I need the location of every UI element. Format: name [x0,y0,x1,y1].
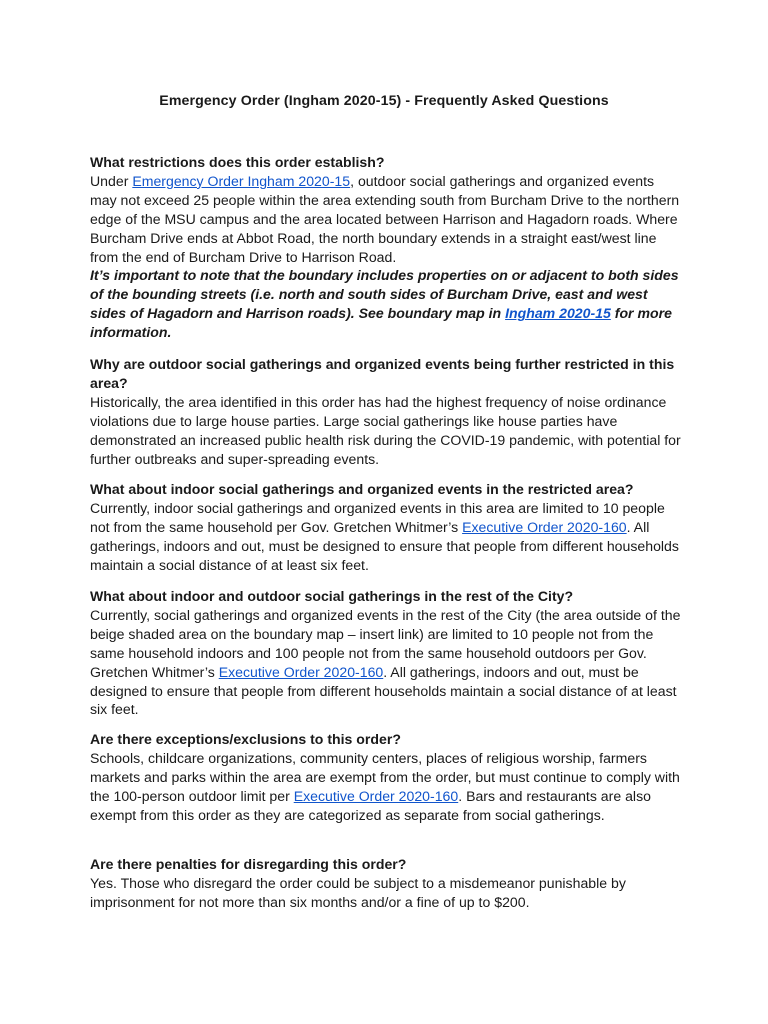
answer-text: Currently, indoor social gatherings and organized events in this area are limited to 10 people not from the same household per Gov. Gretchen Whitmer’s [90,499,665,535]
faq-answer [90,749,682,825]
answer-text: . All gatherings, indoors and out, must be designed to ensure that people from different households maintain a social distance of at least six feet. [90,518,679,573]
answer-text: . Bars and restaurants are also exempt from this order as they are categorized as separate from social gatherings. [90,787,651,823]
faq-answer [90,606,682,719]
faq-section-restrictions [90,153,682,342]
executive-order-link[interactable]: Executive Order 2020-160 [462,518,627,535]
executive-order-link[interactable]: Executive Order 2020-160 [293,787,459,804]
boundary-note [90,266,682,342]
answer-text: Under [90,172,133,189]
faq-question: Are there exceptions/exclusions to this order? [90,731,401,747]
faq-answer [90,172,682,267]
note-text: It’s important to note that the boundary includes properties on or adjacent to both sides of the bounding streets (i.e. north and south sides of Burcham Drive, east and west sides of Hagadorn and Harrison roads). See boundary map in [90,267,679,322]
answer-text: , outdoor social gatherings and organized events may not exceed 25 people within the area extending south from Burcham Drive to the northern edge of the MSU campus and the area located between Harrison and Hagadorn roads. Where Burcham Drive ends at Abbot Road, the north boundary extends in a straight east/west line from the end of Burcham Drive to Harrison Road. [90,172,680,265]
faq-section-rest-of-city [90,587,682,719]
faq-answer: Historically, the area identified in this order has had the highest frequency of noise ordinance violations due to large house parties. Large social gatherings like house parties have demonstrated an increased public health risk during the COVID-19 pandemic, with potential for further outbreaks and super-spreading events. [90,393,681,467]
faq-answer [90,499,682,575]
faq-section-indoor-restricted-area [90,480,682,575]
executive-order-link[interactable]: Executive Order 2020-160 [218,663,384,680]
ingham-order-link[interactable]: Ingham 2020-15 [505,305,611,322]
answer-text: Currently, social gatherings and organized events in the rest of the City (the area outside of the beige shaded area on the boundary map – insert link) are limited to 10 people not from the same household indoors and 100 people not from the same household outdoors per Gov. Gretchen Whitmer’s [90,606,681,680]
note-text: for more information. [90,305,672,341]
answer-text: . All gatherings, indoors and out, must be designed to ensure that people from different households maintain a social distance of at least six feet. [90,663,677,718]
faq-section-penalties [90,855,682,912]
emergency-order-link[interactable]: Emergency Order Ingham 2020-15 [132,172,351,189]
faq-question: Are there penalties for disregarding this order? [90,856,407,872]
faq-question: What restrictions does this order establish? [90,154,385,170]
page-title: Emergency Order (Ingham 2020-15) - Frequently Asked Questions [159,93,609,109]
faq-section-exceptions [90,730,682,825]
faq-question: What about indoor social gatherings and organized events in the restricted area? [90,481,634,497]
faq-section-why-restricted [90,355,682,468]
answer-text: Schools, childcare organizations, community centers, places of religious worship, farmers markets and parks within the area are exempt from the order, but must continue to comply with the 100-person outdoor limit per [90,749,680,804]
faq-question: Why are outdoor social gatherings and organized events being further restricted in this area? [90,356,675,391]
faq-answer: Yes. Those who disregard the order could be subject to a misdemeanor punishable by imprisonment for not more than six months and/or a fine of up to $200. [90,874,626,910]
faq-question: What about indoor and outdoor social gatherings in the rest of the City? [90,588,574,604]
